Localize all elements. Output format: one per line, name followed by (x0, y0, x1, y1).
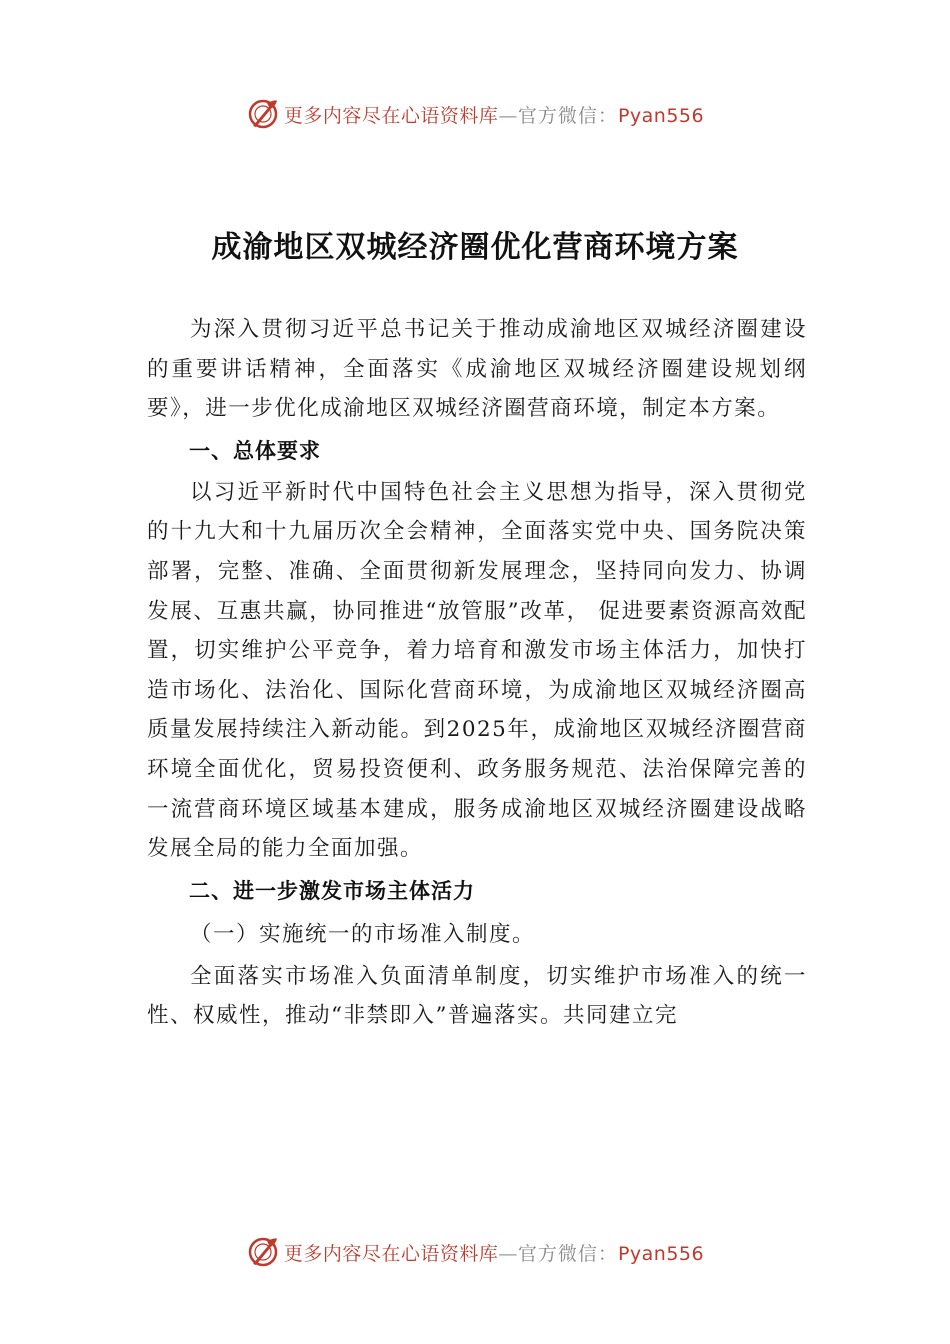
footer-watermark-banner (0, 1232, 950, 1272)
document-title: 成渝地区双城经济圈优化营商环境方案 (211, 230, 739, 265)
section-2-heading: 二、进一步激发市场主体活力 (189, 878, 475, 903)
header-watermark-text (284, 101, 704, 128)
section-2-subheading: （一）实施统一的市场准入制度。 (190, 921, 536, 947)
section-2-paragraph: 全面落实市场准入负面清单制度，切实维护市场准入的统一性、权威性，推动“非禁即入”普遍落实。共同建立完 (147, 963, 807, 1029)
footer-wechat-id: Pyan556 (617, 1242, 705, 1265)
footer-wechat-label: 官方微信： (517, 1242, 618, 1265)
footer-brand: 更多内容尽在心语资料库 (283, 1242, 499, 1265)
header-wechat-label: 官方微信： (517, 104, 618, 127)
footer-watermark-text (284, 1239, 704, 1266)
section-1-paragraph: 以习近平新时代中国特色社会主义思想为指导，深入贯彻党的十九大和十九届历次全会精神，全面落实党中央、国务院决策部署，完整、准确、全面贯彻新发展理念，坚持同向发力、协调发展、互惠共赢，协同推进“放管服”改革， 促进要素资源高效配置，切实维护公平竞争，着力培育和激发市场主体活力，加快打造市场化、法治化、国际化营商环境，为成渝地区双城经济圈高质量发展持续注入新动能。到2025年，成渝地区双城经济圈营商环境全面优化，贸易投资便利、政务服务规范、法治保障完善的一流营商环境区域基本建成，服务成渝地区双城经济圈建设战略发展全局的能力全面加强。 (147, 479, 807, 862)
quill-seal-icon (246, 97, 280, 131)
header-brand: 更多内容尽在心语资料库 (283, 104, 499, 127)
header-watermark-banner (0, 94, 950, 134)
header-wechat-id: Pyan556 (617, 104, 705, 127)
section-1-heading: 一、总体要求 (189, 438, 321, 463)
quill-seal-icon (246, 1235, 280, 1269)
intro-paragraph: 为深入贯彻习近平总书记关于推动成渝地区双城经济圈建设的重要讲话精神，全面落实《成渝地区双城经济圈建设规划纲要》，进一步优化成渝地区双城经济圈营商环境，制定本方案。 (147, 317, 807, 422)
footer-separator: — (498, 1242, 518, 1265)
header-separator: — (498, 104, 518, 127)
document-body (147, 310, 807, 1036)
